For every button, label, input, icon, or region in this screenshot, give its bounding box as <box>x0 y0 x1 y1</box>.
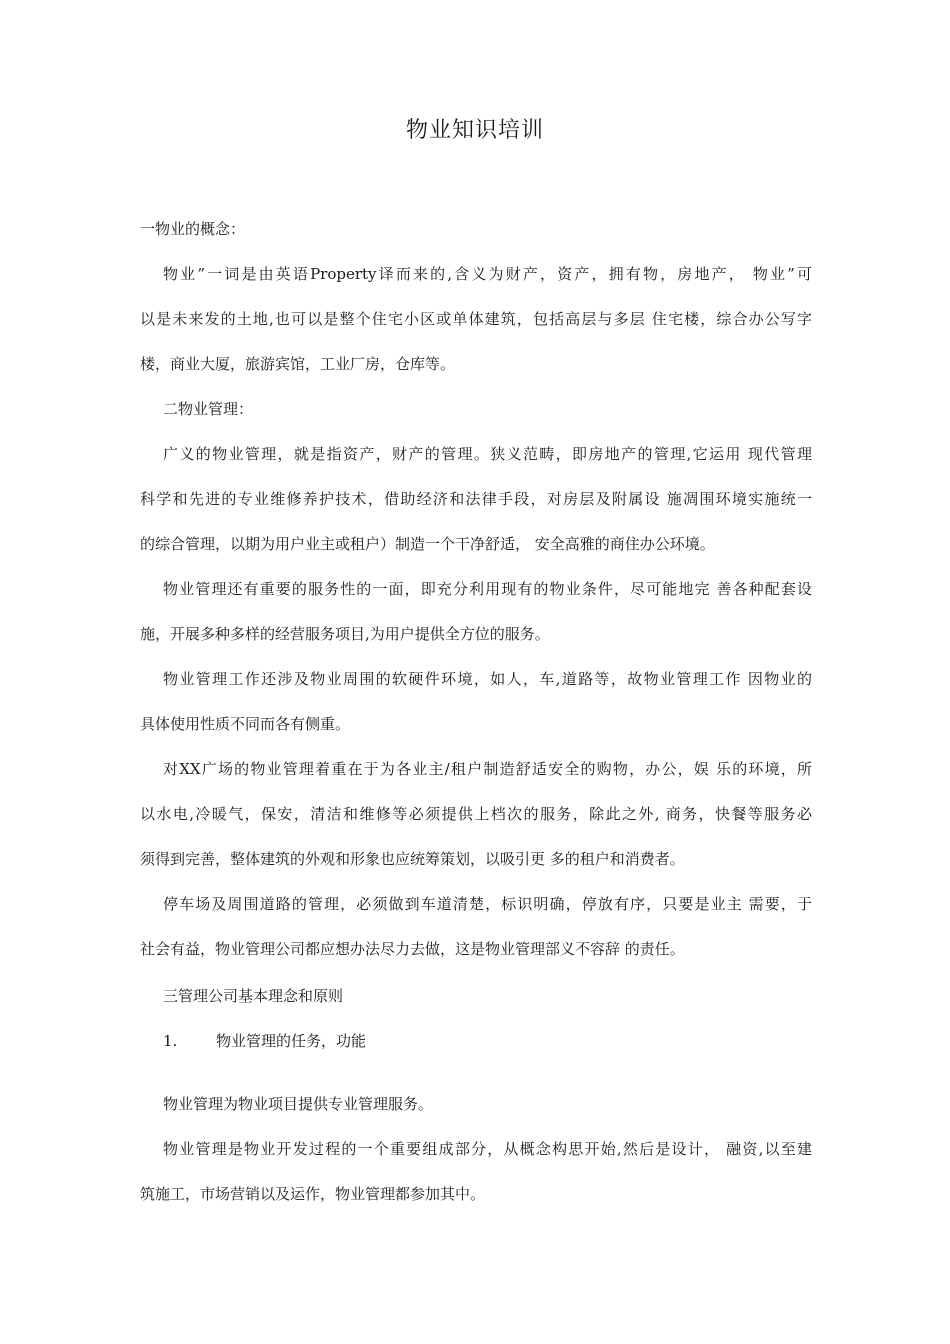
paragraph-line: 具体使用性质不同而各有侧重。 <box>140 715 351 733</box>
paragraph-line: 停车场及周围道路的管理，必须做到车道清楚，标识明确，停放有序，只要是业主 需要，于 <box>163 895 812 913</box>
list-number: 1. <box>163 1032 178 1050</box>
paragraph-line: 物业管理还有重要的服务性的一面，即充分利用现有的物业条件，尽可能地完 善各种配套设 <box>163 580 812 598</box>
paragraph-line: 的综合管理，以期为用户业主或租户）制造一个干净舒适， 安全高雅的商住办公环境。 <box>140 535 715 553</box>
document-title: 物业知识培训 <box>405 118 544 143</box>
paragraph-line: 物业管理是物业开发过程的一个重要组成部分，从概念构思开始,然后是设计， 融资,以至建 <box>163 1140 812 1158</box>
paragraph-line: 物业”一词是由英语Property译而来的,含义为财产，资产，拥有物，房地产， 物业”可 <box>163 265 812 283</box>
paragraph-line: 以是未来发的土地,也可以是整个住宅小区或单体建筑，包括高层与多层 住宅楼，综合办公写字 <box>140 310 812 328</box>
paragraph-line: 社会有益，物业管理公司都应想办法尽力去做，这是物业管理部义不容辞 的责任。 <box>140 940 685 958</box>
paragraph-line: 物业管理为物业项目提供专业管理服务。 <box>163 1095 434 1113</box>
section-heading-1: 一物业的概念： <box>140 220 246 238</box>
paragraph-line: 楼，商业大厦，旅游宾馆，工业厂房，仓库等。 <box>140 355 456 373</box>
paragraph-line: 以水电,冷暖气，保安，清洁和维修等必须提供上档次的服务，除此之外, 商务，快餐等服务必 <box>140 805 812 823</box>
paragraph-line: 施，开展多种多样的经营服务项目,为用户提供全方位的服务。 <box>140 625 550 643</box>
section-heading-3: 三管理公司基本理念和原则 <box>163 987 344 1005</box>
paragraph-line: 筑施工，市场营销以及运作，物业管理都参加其中。 <box>140 1185 486 1203</box>
paragraph-line: 科学和先进的专业维修养护技术，借助经济和法律手段，对房层及附属设 施凋围环境实施统一 <box>140 490 812 508</box>
paragraph-line: 物业管理工作还涉及物业周围的软硬件环境，如人，车,道路等，故物业管理工作 因物业的 <box>163 670 812 688</box>
paragraph-line: 广义的物业管理，就是指资产，财产的管理。狭义范畴，即房地产的管理,它运用 现代管理 <box>163 445 812 463</box>
list-item-heading: 物业管理的任务，功能 <box>216 1032 367 1050</box>
paragraph-line: 须得到完善，整体建筑的外观和形象也应统筹策划，以吸引更 多的租户和消费者。 <box>140 850 685 868</box>
paragraph-line: 对XX广场的物业管理着重在于为各业主/租户制造舒适安全的购物，办公，娱 乐的环境，所 <box>163 760 812 778</box>
section-heading-2: 二物业管理： <box>163 400 254 418</box>
